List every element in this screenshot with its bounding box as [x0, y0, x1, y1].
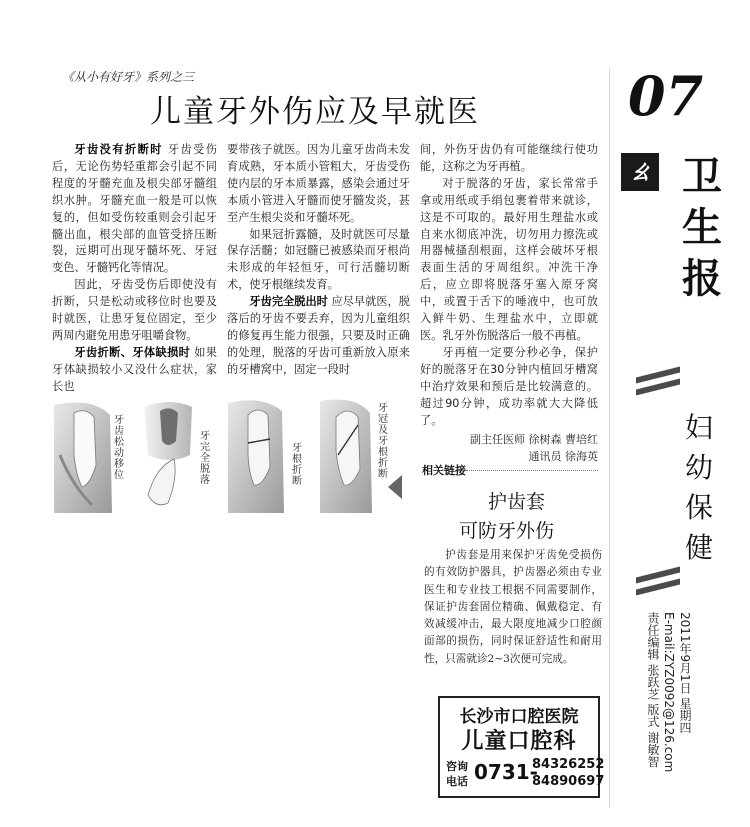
illustration-label: 牙齿松动移位 [114, 415, 124, 481]
hospital-ad [438, 696, 605, 798]
editor-credit: 责任编辑 张跃芝 版式 谢敏智 [646, 612, 660, 768]
paragraph: 护齿套是用来保护牙齿免受损伤的有效防护器具，护齿器必须由专业医生和专业技工根据不同需要制作，保证护齿套固位精确、佩戴稳定、有效减缓冲击，最大限度地减少口腔颜面部的损伤，同时保证舒适性和耐用性，只需就诊2~3次便可完成。 [424, 549, 602, 665]
related-article [424, 547, 602, 668]
paragraph: 如果牙体缺损较小又没什么症状，家长也 [52, 345, 217, 393]
ad-department: 儿童口腔科 [461, 729, 577, 754]
subhead-fracture: 牙齿折断、牙体缺损时 [74, 345, 191, 359]
ad-phone-2: 84890697 [532, 774, 605, 789]
tooth-loose-icon [54, 403, 112, 513]
headline: 儿童牙外伤应及早就医 [150, 94, 480, 130]
ad-area-code: 0731- [474, 760, 538, 784]
ad-consult-label: 咨询 [446, 760, 468, 773]
paper-name: 卫生报 [682, 154, 722, 302]
crown-root-fracture-icon [320, 400, 402, 514]
related-divider [466, 470, 598, 471]
paragraph: 要带孩子就医。因为儿童牙齿尚未发育成熟，牙本质小管粗大，牙齿受伤使内层的牙本质暴露，感染会通过牙本质小管进入牙髓而使牙髓发炎，甚至产生根尖炎和牙髓坏死。 [227, 143, 410, 224]
newspaper-logo-icon: ㄠ [621, 153, 659, 191]
illustration-label: 牙完全脱落 [200, 431, 210, 486]
series-tag: 《从小有好牙》系列之三 [62, 70, 195, 84]
ad-phone-1: 84326252 [532, 757, 605, 772]
correspondent-line: 通讯员 徐海英 [528, 450, 598, 464]
subhead-no-fracture: 牙齿没有折断时 [74, 143, 163, 156]
related-title-line2: 可防牙外伤 [459, 520, 555, 542]
column-divider [609, 68, 610, 808]
article-column-3 [420, 142, 598, 465]
illustration-strip [52, 395, 417, 513]
related-link-label: 相关链接 [422, 464, 466, 477]
subhead-avulsion: 牙齿完全脱出时 [249, 295, 328, 309]
article-column-2 [227, 142, 410, 379]
page-number: 07 [628, 64, 704, 128]
article-column-1 [52, 142, 217, 396]
root-fracture-icon [228, 400, 284, 513]
trauma-illustrations [52, 395, 417, 513]
paragraph: 应尽早就医，脱落后的牙齿不要丢弃，因为儿童组织的修复再生能力很强，只要及时正确的处理，脱落的牙齿可重新放入原来的牙槽窝中，固定一段时 [227, 295, 410, 376]
illustration-label: 牙冠及牙根折断 [378, 403, 388, 480]
tooth-avulsed-icon [144, 402, 192, 505]
contact-email: E-mail:ZYZ0092@126.com [662, 612, 676, 773]
paragraph: 如果冠折露髓，及时就医可尽量保存活髓；如冠髓已被感染而牙根尚未形成的年轻恒牙，可行活髓切断术，使牙根继续发育。 [227, 227, 410, 292]
ad-phone-label: 电话 [446, 775, 468, 788]
paragraph: 牙再植一定要分秒必争，保护好的脱落牙在30分钟内植回牙槽窝中治疗效果和预后是比较满意的。超过90分钟，成功率就大大降低了。 [420, 345, 598, 427]
issue-date: 2011年9月1日 星期四 [678, 612, 692, 734]
paragraph: 牙齿受伤后，无论伤势轻重都会引起不同程度的牙髓充血及根尖部牙髓组织水肿。牙髓充血一般是可以恢复的，但如受伤较重则会引起牙髓出血，根尖部的血管受挤压断裂，远期可出现牙髓坏死、牙冠变色、牙髓钙化等情况。 [52, 143, 217, 275]
paragraph: 间，外伤牙齿仍有可能继续行使功能，这称之为牙再植。 [420, 143, 598, 173]
paragraph: 对于脱落的牙齿，家长常常手拿或用纸或手绢包裹着带来就诊，这是不可取的。最好用生理盐水或自来水彻底冲洗，切勿用力擦洗或用器械搔刮根面，这样会破坏牙根表面生活的牙周组织。冲洗干净后，应立即将脱落牙塞入原牙窝中，或置于舌下的唾液中，也可放入鲜牛奶、生理盐水中，立即就医。乳牙外伤脱落后一般不再植。 [420, 176, 598, 342]
ad-hospital-name: 长沙市口腔医院 [459, 707, 579, 727]
author-line: 副主任医师 徐树森 曹培红 [470, 433, 598, 447]
paragraph: 因此，牙齿受伤后即使没有折断，只是松动或移位时也要及时就医，让患牙复位固定，至少两周内避免用患牙咀嚼食物。 [52, 278, 217, 342]
related-title-line1: 护齿套 [488, 491, 546, 513]
section-title: 妇幼保健 [684, 411, 713, 564]
illustration-label: 牙根折断 [292, 443, 302, 487]
